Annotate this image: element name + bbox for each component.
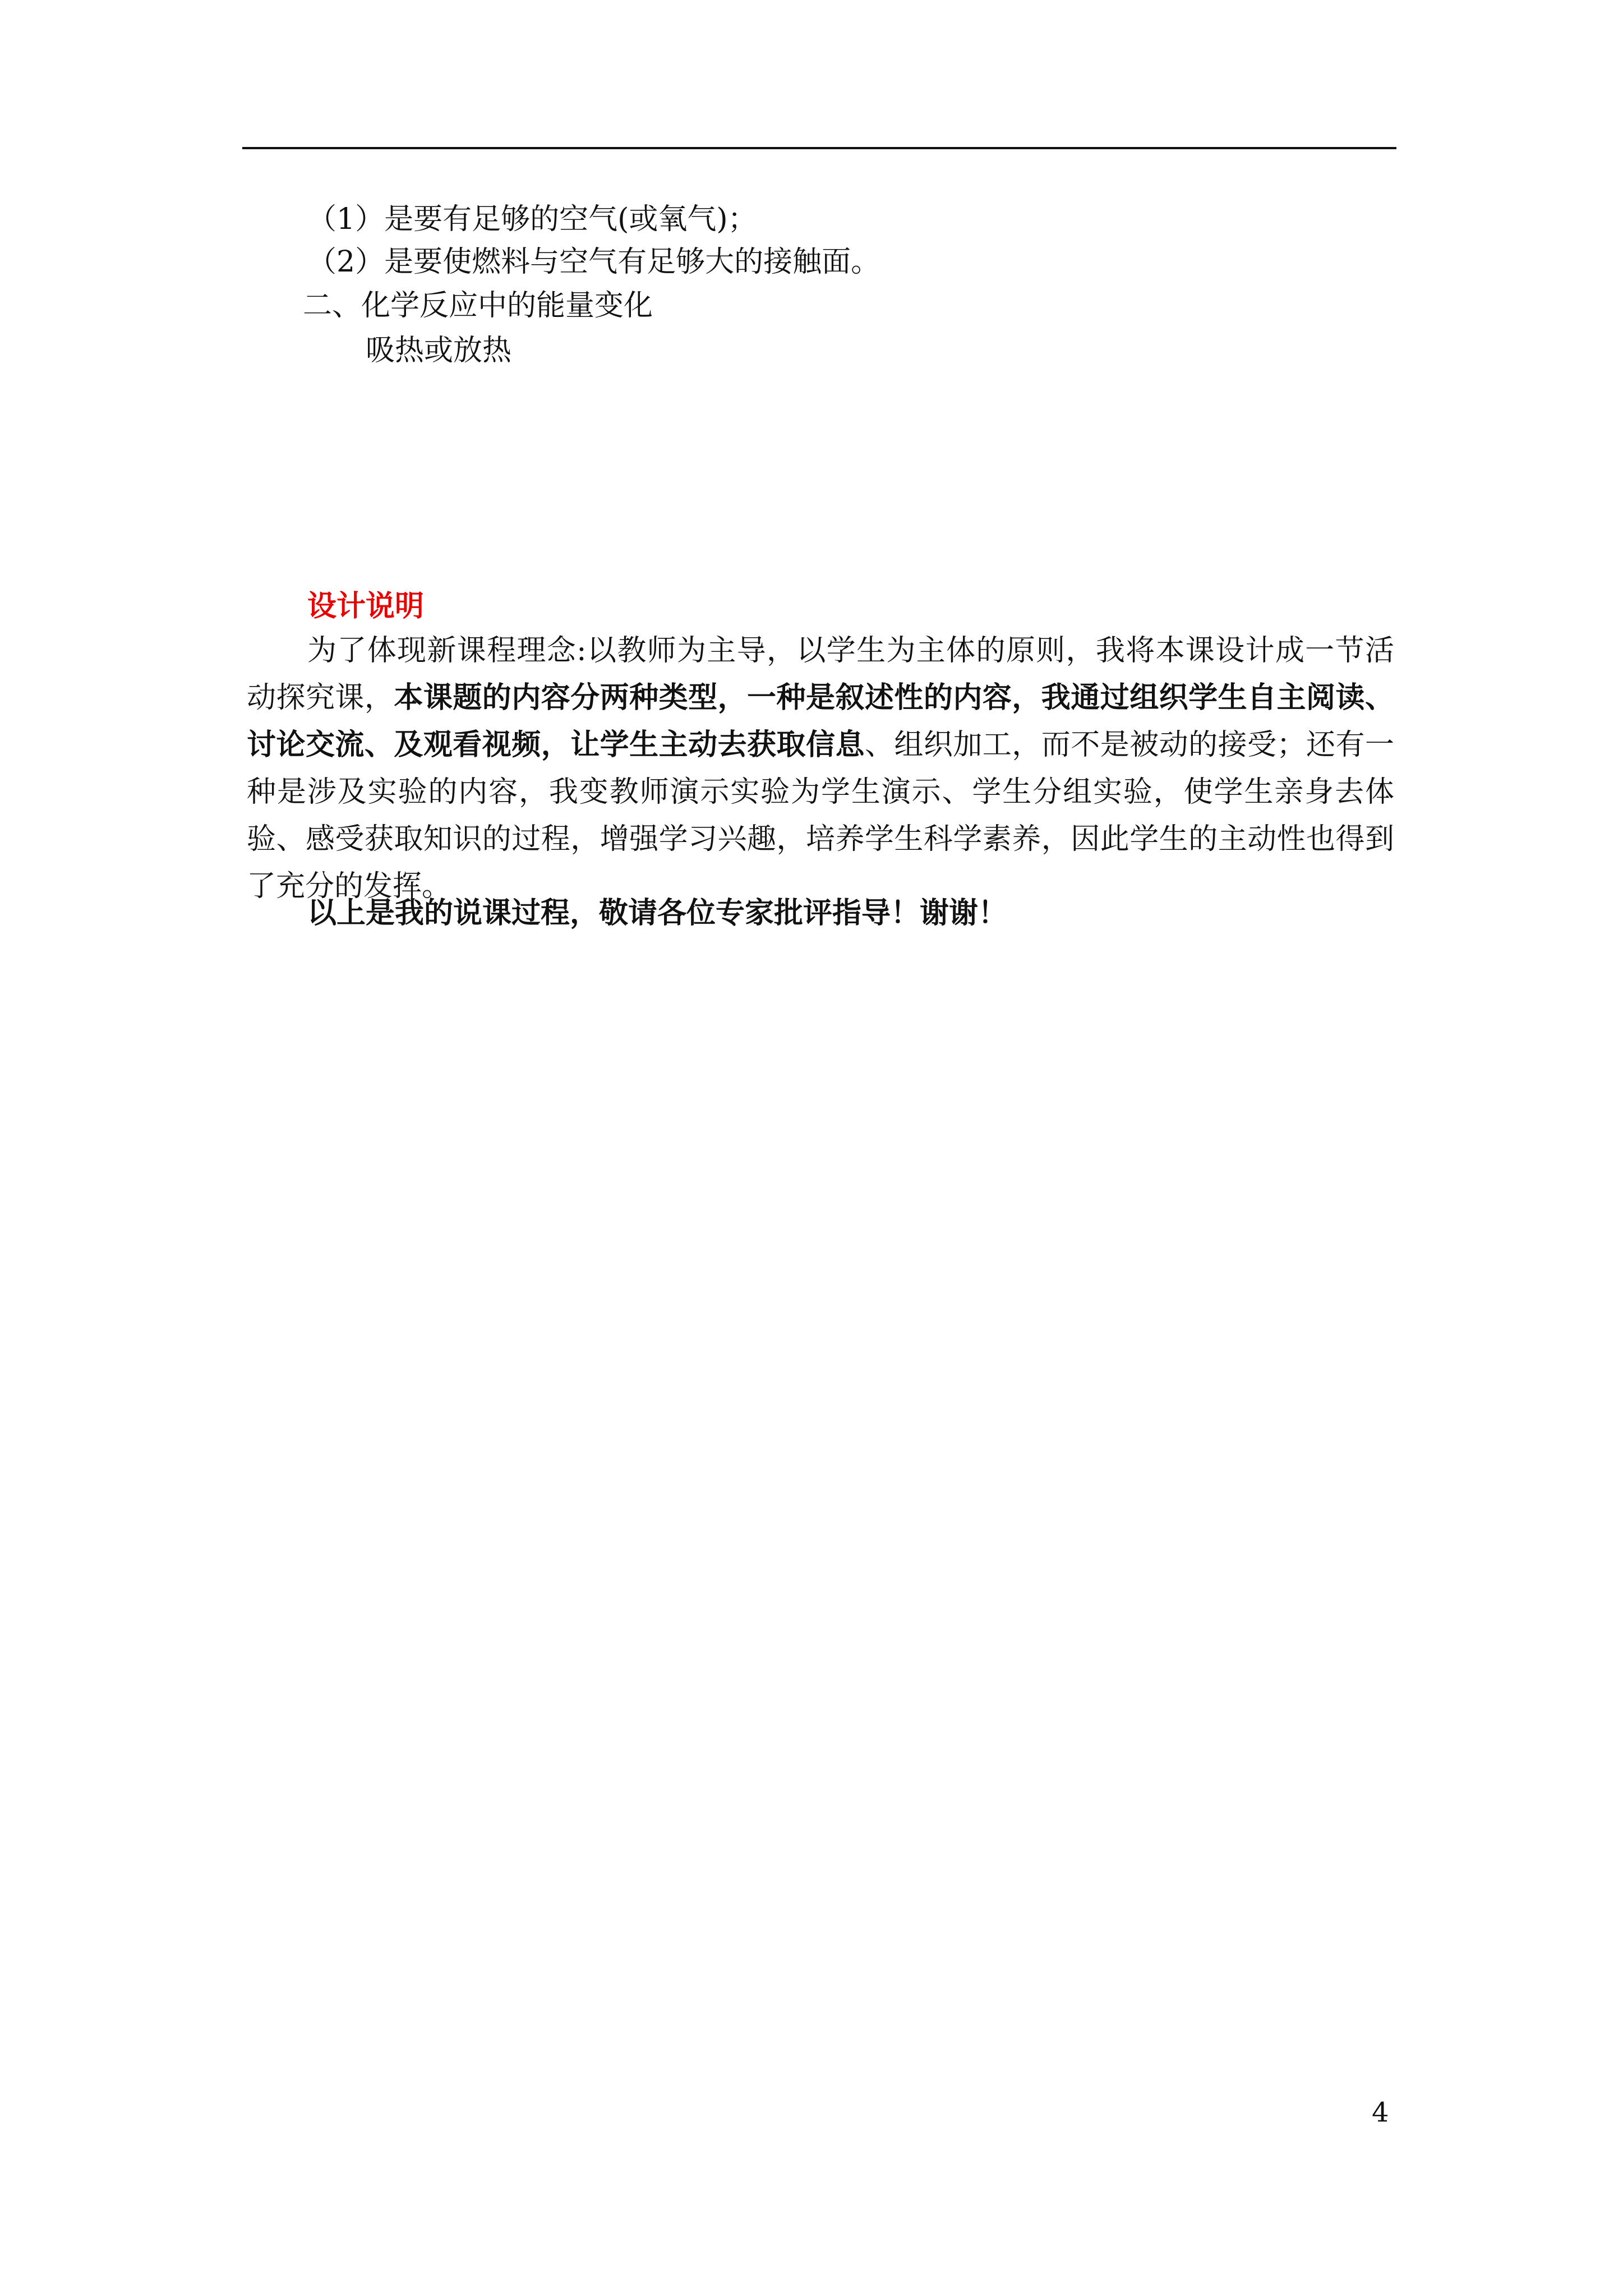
list-item-contact-surface: （2）是要使燃料与空气有足够大的接触面。 (307, 245, 880, 279)
paragraph-bold-text: 本课题的内容分两种类型，一种是叙述性的内容，我通过组织学生自主阅读、讨论交流、及观看视频，让学生主动去获取信息 (247, 680, 1394, 762)
closing-remark: 以上是我的说课过程，敬请各位专家批评指导！谢谢！ (307, 896, 1008, 930)
section-subtext-heat: 吸热或放热 (366, 334, 512, 367)
paragraph-text-end: 、组织加工，而不是被动的接受；还有一种是涉及实验的内容，我变教师演示实验为学生演示、学生分组实验，使学生亲身去体验、感受获取知识的过程，增强学习兴趣，培养学生科学素养，因此学生的主动性也得到了充分的发挥。 (247, 728, 1394, 903)
paragraph-text-start: 为了体现新课程理念:以教师为主导，以学生为主体的原则，我将本课设计成一节活动探究课， (247, 634, 1394, 715)
design-notes-paragraph (247, 627, 1394, 910)
list-item-air: （1）是要有足够的空气(或氧气)； (307, 203, 757, 236)
design-notes-title: 设计说明 (307, 589, 425, 623)
page-number: 4 (1372, 2097, 1389, 2128)
header-rule (242, 147, 1396, 149)
section-heading-energy-change: 二、化学反应中的能量变化 (303, 289, 653, 323)
